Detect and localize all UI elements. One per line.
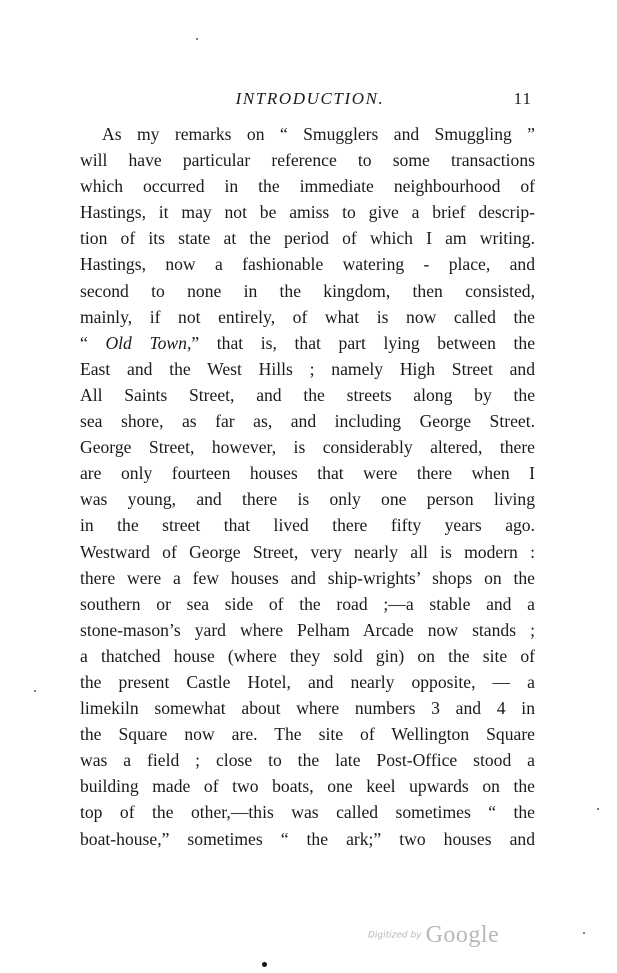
scan-speck xyxy=(34,690,36,692)
text-line: second to none in the kingdom, then consisted, xyxy=(80,280,535,301)
text-line: mainly, if not entirely, of what is now called the xyxy=(80,306,535,327)
text-line: All Saints Street, and the streets along by the xyxy=(80,384,535,405)
text-line: As my remarks on “ Smugglers and Smuggling ” xyxy=(102,124,535,144)
text-line: limekiln somewhat about where numbers 3 and 4 in xyxy=(80,698,535,719)
page-number: 11 xyxy=(513,89,532,108)
text-line: Westward of George Street, very nearly all is modern : xyxy=(80,541,535,562)
text-line: Hastings, now a fashionable watering - place, and xyxy=(80,254,535,275)
scan-speck xyxy=(196,38,198,40)
text-line: stone-mason’s yard where Pelham Arcade now stands ; xyxy=(80,619,535,640)
scan-speck xyxy=(583,932,585,934)
text-line: was a field ; close to the late Post-Office stood a xyxy=(80,750,535,771)
watermark-brand: Google xyxy=(425,922,500,948)
page-header xyxy=(80,87,540,111)
text-line: southern or sea side of the road ;—a stable and a xyxy=(80,593,535,614)
body-paragraph xyxy=(80,121,535,852)
text-line: which occurred in the immediate neighbourhood of xyxy=(80,176,535,197)
watermark-prefix: Digitized by xyxy=(368,930,422,941)
text-line: boat-house,” sometimes “ the ark;” two houses and xyxy=(80,828,535,849)
text-line: top of the other,—this was called sometimes “ the xyxy=(80,802,535,823)
text-line: there were a few houses and ship-wrights’ shops on the xyxy=(80,567,535,588)
scan-speck xyxy=(262,962,267,967)
running-title: INTRODUCTION. xyxy=(235,89,385,108)
italic-place-name: Old Town, xyxy=(105,332,192,353)
text-line: East and the West Hills ; namely High Street and xyxy=(80,358,535,379)
text-line: will have particular reference to some transactions xyxy=(80,150,535,171)
text-line: Hastings, it may not be amiss to give a brief descrip- xyxy=(80,202,535,223)
text-line: the present Castle Hotel, and nearly opposite, — a xyxy=(80,671,535,692)
text-line: the Square now are. The site of Wellington Square xyxy=(80,724,535,745)
text-line: sea shore, as far as, and including George Street. xyxy=(80,411,535,432)
text-line: “ Old Town,” that is, that part lying between the xyxy=(80,332,535,353)
text-line: in the street that lived there fifty years ago. xyxy=(80,515,535,536)
text-line: tion of its state at the period of which I am writing. xyxy=(80,228,535,249)
text-line: building made of two boats, one keel upwards on the xyxy=(80,776,535,797)
text-line: was young, and there is only one person living xyxy=(80,489,535,510)
text-line: George Street, however, is considerably altered, there xyxy=(80,437,535,458)
text-line: a thatched house (where they sold gin) on the site of xyxy=(80,645,535,666)
scan-speck xyxy=(597,808,599,810)
digitized-watermark xyxy=(368,922,508,952)
text-line: are only fourteen houses that were there when I xyxy=(80,463,535,484)
